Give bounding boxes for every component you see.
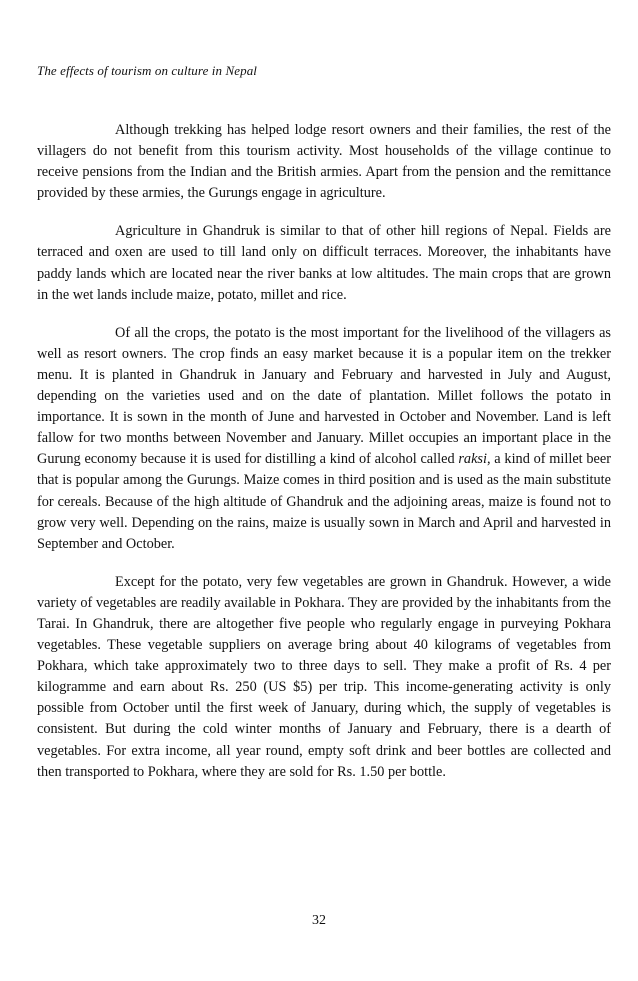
paragraph-4: Except for the potato, very few vegetables are grown in Ghandruk. However, a wide variety of vegetables are readily available in Pokhara. They are provided by the inhabitants from the Tarai. In Ghandruk, there are altogether five people who regularly engage in purveying Pokhara vegetables. These vegetable suppliers on average bring about 40 kilograms of vegetables from Pokhara, which take approximately two to three days to sell. They make a profit of Rs. 4 per kilogramme and earn about Rs. 250 (US $5) per trip. This income-generating activity is only possible from October until the first week of January, during which, the supply of vegetables is consistent. But during the cold winter months of January and February, there is a dearth of vegetables. For extra income, all year round, empty soft drink and beer bottles are collected and then transported to Pokhara, where they are sold for Rs. 1.50 per bottle. [37, 573, 611, 780]
page-number: 32 [312, 913, 326, 928]
paragraph-3-text-before: Of all the crops, the potato is the most important for the livelihood of the villagers as well as resort owners. The crop finds an easy market because it is a popular item on the trekker menu. It is planted in Ghandruk in January and February and harvested in July and August, depending on the varieties used and on the date of plantation. Millet follows the potato in importance. It is sown in the month of June and harvested in October and November. Land is left fallow for two months between November and January. Millet occupies an important place in the Gurung economy because it is used for distilling a kind of alcohol called [37, 324, 611, 468]
paragraph-3 [37, 323, 611, 555]
paragraph-2: Agriculture in Ghandruk is similar to that of other hill regions of Nepal. Fields are terraced and oxen are used to till land only on difficult terraces. Moreover, the inhabitants have paddy lands which are located near the river banks at low altitudes. The main crops that are grown in the wet lands include maize, potato, millet and rice. [37, 223, 611, 303]
body-text [37, 120, 611, 800]
paragraph-3-text-after: , a kind of millet beer that is popular among the Gurungs. Maize comes in third position and is used as the main substitute for cereals. Because of the high altitude of Ghandruk and the adjoining areas, maize is found not to grow very well. Depending on the rains, maize is usually sown in March and April and harvested in September and October. [37, 451, 611, 552]
running-head: The effects of tourism on culture in Nepal [37, 63, 258, 78]
raksi-term: raksi [458, 451, 487, 468]
paragraph-1: Although trekking has helped lodge resort owners and their families, the rest of the villagers do not benefit from this tourism activity. Most households of the village continue to receive pensions from the Indian and the British armies. Apart from the pension and the remittance provided by these armies, the Gurungs engage in agriculture. [37, 122, 611, 202]
